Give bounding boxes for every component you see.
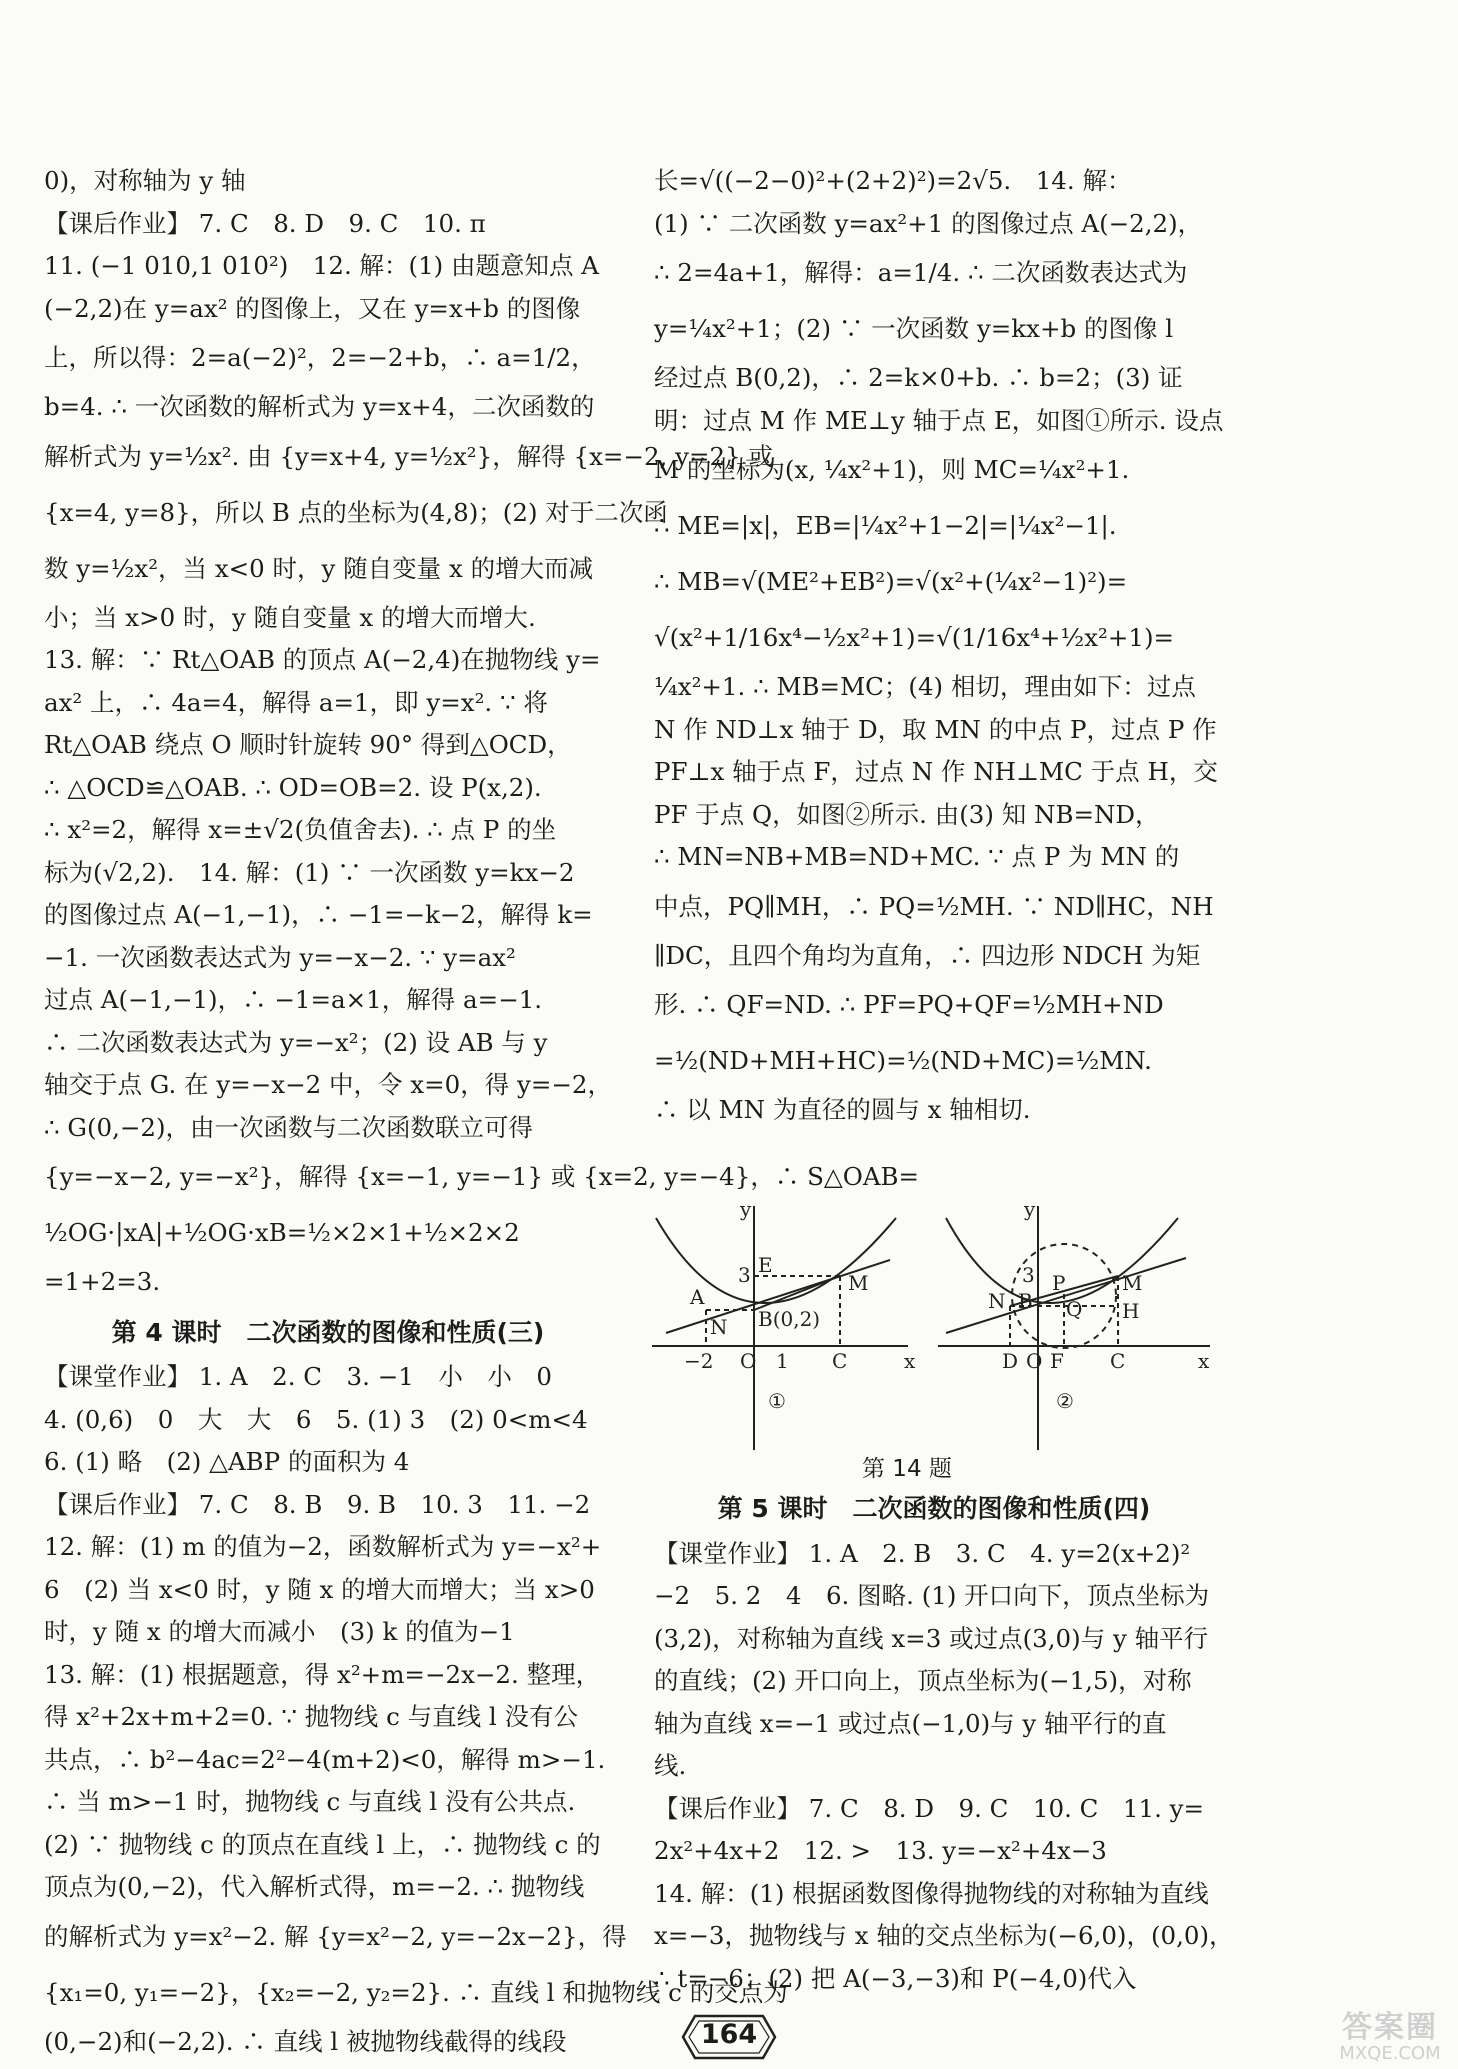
fig2-q-label: Q [1066, 1297, 1083, 1321]
fig2-n-label: N [988, 1289, 1006, 1313]
fig1-b-label: B(0,2) [758, 1307, 821, 1331]
fig2-m-label: M [1122, 1271, 1143, 1295]
text-line: ∴ 2=4a+1，解得：a=1/4. ∴ 二次函数表达式为 [654, 258, 1188, 287]
text-line: PF⊥x 轴于点 F，过点 N 作 NH⊥MC 于点 H，交 [654, 757, 1218, 786]
text-line: ∴ MB=√(ME²+EB²)=√(x²+(¼x²−1)²)= [654, 567, 1128, 596]
text-line: y=¼x²+1；(2) ∵ 一次函数 y=kx+b 的图像 l [654, 314, 1174, 343]
section-heading: 第 4 课时 二次函数的图像和性质(三) [111, 1317, 545, 1347]
text-line: ax² 上，∴ 4a=4，解得 a=1，即 y=x². ∵ 将 [44, 687, 548, 717]
watermark-url: MXQE.COM [1339, 2043, 1441, 2064]
right-column-top [654, 160, 1224, 1132]
text-line: ∴ 当 m>−1 时，抛物线 c 与直线 l 没有公共点. [44, 1787, 576, 1816]
text-line: √(x²+1/16x⁴−½x²+1)=√(1/16x⁴+½x²+1)= [654, 623, 1175, 652]
text-line: {y=−x−2, y=−x²}，解得 {x=−1, y=−1} 或 {x=2, y=−4}，∴ S△OAB= [44, 1162, 920, 1191]
text-line: 上，所以得：2=a(−2)²，2=−2+b，∴ a=1/2， [44, 343, 596, 372]
text-line: M 的坐标为(x, ¼x²+1)，则 MC=¼x²+1. [654, 455, 1130, 484]
fig2-f-label: F [1050, 1349, 1064, 1373]
text-line: (3,2)，对称轴为直线 x=3 或过点(3,0)与 y 轴平行 [654, 1623, 1209, 1653]
fig1-y-label: y [740, 1197, 752, 1221]
fig2-3-label: 3 [1022, 1263, 1035, 1287]
text-line: (−2,2)在 y=ax² 的图像上，又在 y=x+b 的图像 [44, 293, 581, 323]
segment-bm [754, 1276, 840, 1310]
fig1-neg2-label: −2 [684, 1349, 714, 1373]
text-line: =1+2=3. [44, 1267, 161, 1296]
text-line: −1. 一次函数表达式为 y=−x−2. ∵ y=ax² [44, 942, 516, 972]
text-line: 顶点为(0,−2)，代入解析式得，m=−2. ∴ 抛物线 [44, 1872, 585, 1901]
text-line: =½(ND+MH+HC)=½(ND+MC)=½MN. [654, 1046, 1152, 1075]
text-line: −2 5. 2 4 6. 图略. (1) 开口向下，顶点坐标为 [654, 1581, 1210, 1610]
watermark-text: 答案圈 [1342, 2010, 1438, 2045]
text-line: 【课堂作业】 1. A 2. C 3. −1 小 小 0 [44, 1362, 552, 1391]
text-line: (1) ∵ 二次函数 y=ax²+1 的图像过点 A(−2,2)， [654, 208, 1203, 238]
fig2-p-label: P [1052, 1271, 1066, 1295]
figure-graphs [646, 1198, 1214, 1458]
figure-caption: 第 14 题 [862, 1456, 952, 1482]
text-line: 4. (0,6) 0 大 大 6 5. (1) 3 (2) 0<m<4 [44, 1404, 588, 1434]
text-line: ∴ MN=NB+MB=ND+MC. ∵ 点 P 为 MN 的 [654, 842, 1180, 871]
text-line: 14. 解：(1) 根据函数图像得抛物线的对称轴为直线 [654, 1878, 1209, 1908]
text-line: 12. 解：(1) m 的值为−2，函数解析式为 y=−x²+ [44, 1532, 602, 1561]
text-line: (0,−2)和(−2,2). ∴ 直线 l 被抛物线截得的线段 [44, 2026, 567, 2056]
text-line: ½OG·|xA|+½OG·xB=½×2×1+½×2×2 [44, 1218, 520, 1247]
text-line: ¼x²+1. ∴ MB=MC；(4) 相切，理由如下：过点 [654, 672, 1196, 701]
text-line: ∴ 二次函数表达式为 y=−x²；(2) 设 AB 与 y [44, 1027, 548, 1057]
text-line: 【课后作业】 7. C 8. D 9. C 10. π [44, 208, 486, 238]
text-line: ∥DC，且四个角均为直角，∴ 四边形 NDCH 为矩 [654, 940, 1201, 970]
text-line: N 作 ND⊥x 轴于 D，取 MN 的中点 P，过点 P 作 [654, 714, 1217, 744]
fig1-a-label: A [690, 1285, 705, 1309]
right-column-bottom [654, 1488, 1234, 2000]
figure-2 [938, 1206, 1210, 1450]
page-number-text: 164 [700, 2019, 758, 2050]
fig1-1-label: 1 [776, 1349, 789, 1373]
text-line: 形. ∴ QF=ND. ∴ PF=PQ+QF=½MH+ND [654, 990, 1164, 1019]
text-line: 数 y=½x²，当 x<0 时，y 随自变量 x 的增大而减 [44, 553, 594, 583]
text-line: ∴ t=−6；(2) 把 A(−3,−3)和 P(−4,0)代入 [654, 1963, 1137, 1993]
text-line: 【课堂作业】 1. A 2. B 3. C 4. y=2(x+2)² [654, 1538, 1191, 1568]
text-line: 轴交于点 G. 在 y=−x−2 中，令 x=0，得 y=−2， [44, 1070, 612, 1099]
text-line: 时，y 随 x 的增大而减小 (3) k 的值为−1 [44, 1617, 515, 1646]
fig1-3-label: 3 [738, 1263, 751, 1287]
text-line: 共点，∴ b²−4ac=2²−4(m+2)<0，解得 m>−1. [44, 1744, 606, 1774]
text-line: 的直线；(2) 开口向上，顶点坐标为(−1,5)，对称 [654, 1666, 1192, 1695]
text-line: 0)，对称轴为 y 轴 [44, 166, 246, 195]
text-line: {x₁=0, y₁=−2}，{x₂=−2, y₂=2}. ∴ 直线 l 和抛物线 c 的交点为 [44, 1977, 788, 2007]
text-line: x=−3，抛物线与 x 轴的交点坐标为(−6,0)，(0,0)， [654, 1921, 1234, 1950]
text-line: ∴ △OCD≌△OAB. ∴ OD=OB=2. 设 P(x,2). [44, 772, 542, 802]
text-line: 得 x²+2x+m+2=0. ∵ 抛物线 c 与直线 l 没有公 [44, 1702, 579, 1731]
text-line: 的图像过点 A(−1,−1)，∴ −1=−k−2，解得 k= [44, 900, 593, 929]
text-line: ∴ x²=2，解得 x=±√2(负值舍去). ∴ 点 P 的坐 [44, 815, 557, 844]
text-line: Rt△OAB 绕点 O 顺时针旋转 90° 得到△OCD， [44, 730, 572, 759]
fig1-number: ① [768, 1389, 786, 1413]
fig1-m-label: M [848, 1271, 869, 1295]
fig1-e-label: E [758, 1253, 773, 1277]
fig1-n-label: N [710, 1315, 728, 1339]
text-line: ∴ 以 MN 为直径的圆与 x 轴相切. [654, 1095, 1031, 1124]
text-line: 经过点 B(0,2)，∴ 2=k×0+b. ∴ b=2；(3) 证 [654, 363, 1183, 392]
fig1-x-label: x [904, 1349, 916, 1373]
figures-question-14 [646, 1198, 1214, 1476]
text-line: 【课后作业】 7. C 8. D 9. C 10. C 11. y= [654, 1793, 1205, 1823]
fig1-c-label: C [832, 1349, 848, 1373]
text-line: 中点，PQ∥MH，∴ PQ=½MH. ∵ ND∥HC，NH [654, 891, 1214, 921]
text-line: 解析式为 y=½x². 由 {y=x+4, y=½x²}，解得 {x=−2, y=2} 或 [44, 441, 773, 471]
fig2-b-label: B [1018, 1289, 1033, 1313]
fig2-o-label: O [1026, 1349, 1043, 1373]
text-line: 11. (−1 010,1 010²) 12. 解：(1) 由题意知点 A [44, 251, 600, 280]
text-line: PF 于点 Q，如图②所示. 由(3) 知 NB=ND， [654, 799, 1160, 829]
text-line: 标为(√2,2). 14. 解：(1) ∵ 一次函数 y=kx−2 [44, 857, 575, 887]
text-line: 的解析式为 y=x²−2. 解 {y=x²−2, y=−2x−2}，得 [44, 1921, 627, 1951]
text-line: 长=√((−2−0)²+(2+2)²)=2√5. 14. 解： [654, 166, 1132, 195]
text-line: ∴ ME=|x|，EB=|¼x²+1−2|=|¼x²−1|. [654, 511, 1117, 540]
text-line: 2x²+4x+2 12. > 13. y=−x²+4x−3 [654, 1836, 1107, 1865]
text-line: 13. 解：(1) 根据题意，得 x²+m=−2x−2. 整理， [44, 1659, 601, 1689]
text-line: b=4. ∴ 一次函数的解析式为 y=x+4，二次函数的 [44, 392, 595, 421]
watermark-logo [1330, 2012, 1450, 2067]
text-line: {x=4, y=8}，所以 B 点的坐标为(4,8)；(2) 对于二次函 [44, 497, 668, 527]
fig1-o-label: O [740, 1349, 757, 1373]
text-line: ∴ G(0,−2)，由一次函数与二次函数联立可得 [44, 1112, 534, 1142]
fig2-number: ② [1056, 1389, 1074, 1413]
text-line: 线. [654, 1751, 687, 1780]
fig2-h-label: H [1122, 1299, 1140, 1323]
text-line: 13. 解：∵ Rt△OAB 的顶点 A(−2,4)在抛物线 y= [44, 645, 601, 674]
text-line: 轴为直线 x=−1 或过点(−1,0)与 y 轴平行的直 [654, 1708, 1167, 1738]
text-line: 【课后作业】 7. C 8. B 9. B 10. 3 11. −2 [44, 1489, 591, 1519]
text-line: 6. (1) 略 (2) △ABP 的面积为 4 [44, 1447, 410, 1476]
fig2-y-label: y [1024, 1197, 1036, 1221]
fig2-x-label: x [1198, 1349, 1210, 1373]
fig2-c-label: C [1110, 1349, 1126, 1373]
text-line: (2) ∵ 抛物线 c 的顶点在直线 l 上，∴ 抛物线 c 的 [44, 1829, 601, 1859]
text-line: 明：过点 M 作 ME⊥y 轴于点 E，如图①所示. 设点 [654, 405, 1224, 435]
fig2-d-label: D [1002, 1349, 1019, 1373]
text-line: 过点 A(−1,−1)，∴ −1=a×1，解得 a=−1. [44, 985, 543, 1014]
text-line: 6 (2) 当 x<0 时，y 随 x 的增大而增大；当 x>0 [44, 1574, 595, 1604]
section-heading: 第 5 课时 二次函数的图像和性质(四) [717, 1494, 1151, 1523]
page-number [681, 2012, 777, 2062]
text-line: 小；当 x>0 时，y 随自变量 x 的增大而增大. [44, 602, 536, 632]
